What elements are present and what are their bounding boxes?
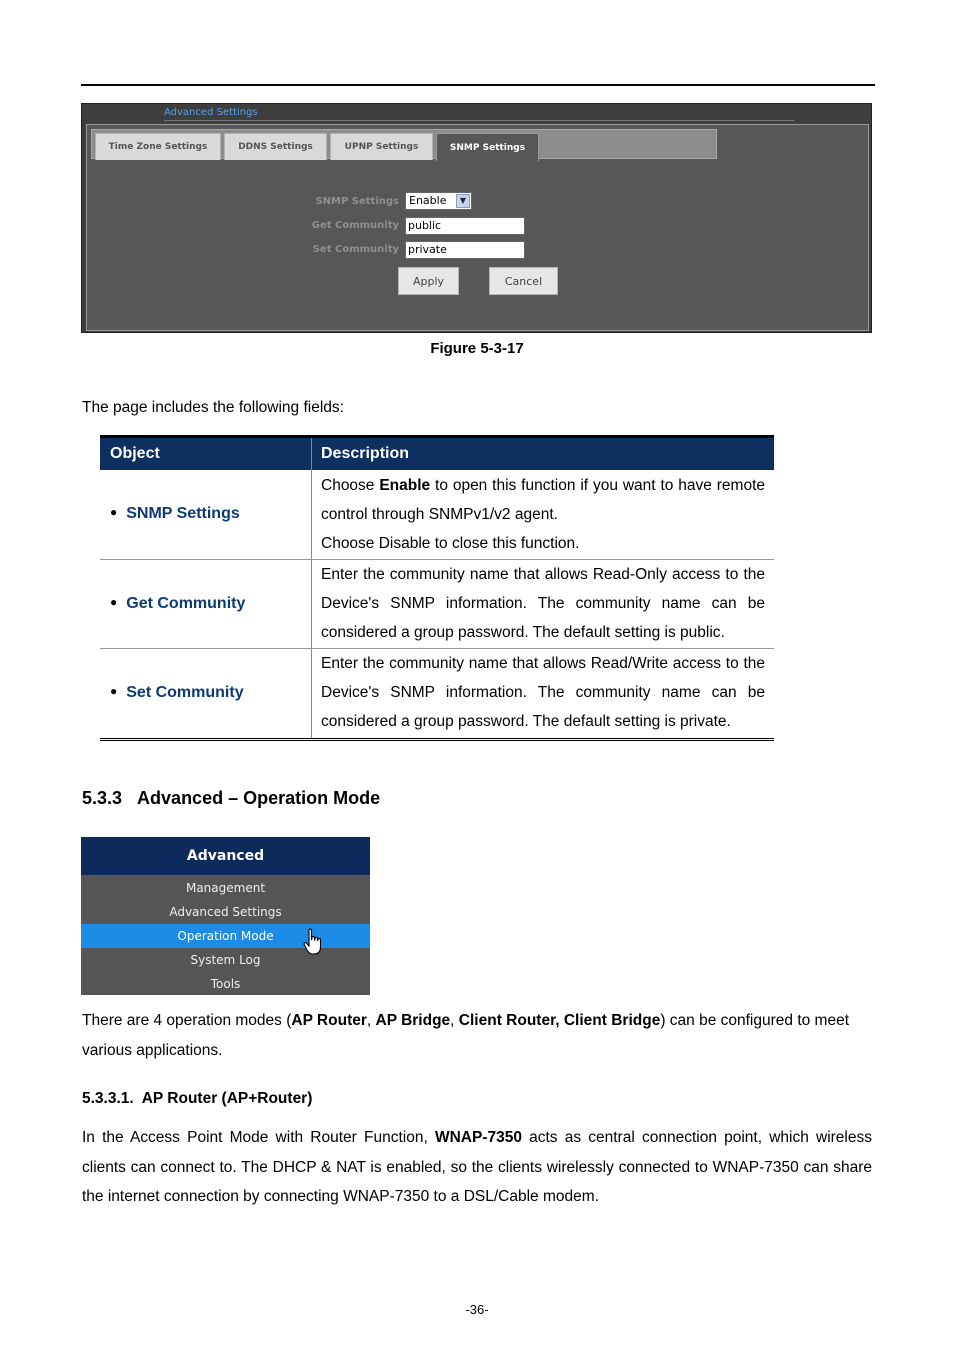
bullet-icon: ● xyxy=(110,684,118,698)
menu-item-management[interactable]: Management xyxy=(185,881,266,895)
tab-ddns-settings[interactable]: DDNS Settings xyxy=(224,133,327,160)
chevron-down-icon[interactable]: ▼ xyxy=(456,194,470,208)
table-row-description-extra: Choose Disable to close this function. xyxy=(321,535,580,552)
panel-title-divider xyxy=(164,120,794,121)
header-rule xyxy=(81,84,875,86)
mode-client: Client Router, Client Bridge xyxy=(458,1012,661,1029)
settings-panel xyxy=(86,124,869,331)
tab-time-zone-settings[interactable]: Time Zone Settings xyxy=(95,133,221,160)
menu-header: Advanced xyxy=(81,837,370,875)
page-number: -36- xyxy=(465,1302,489,1317)
hand-cursor-icon xyxy=(303,928,325,956)
snmp-settings-value: Enable xyxy=(409,194,447,207)
table-row-object-snmp-settings xyxy=(110,505,240,523)
desc-text: to open this function if you want to have remote control through SNMPv1/v2 agent. xyxy=(321,477,766,523)
text-run: There are 4 operation modes ( xyxy=(82,1012,292,1029)
menu-item-system-log[interactable]: System Log xyxy=(190,953,261,967)
cancel-button[interactable]: Cancel xyxy=(489,267,558,295)
figure-caption: Figure 5-3-17 xyxy=(430,340,524,357)
table-row-description: Enter the community name that allows Read-Only access to the Device's SNMP information. The community name can be considered a group password. The default setting is public. xyxy=(321,566,765,641)
set-community-label: Set Community xyxy=(312,244,399,255)
operation-modes-text xyxy=(82,1006,872,1065)
snmp-settings-select[interactable] xyxy=(405,192,472,210)
object-label: Get Community xyxy=(126,595,246,612)
tab-upnp-settings[interactable]: UPNP Settings xyxy=(330,133,433,160)
table-row-description xyxy=(321,471,765,529)
get-community-input[interactable]: public xyxy=(405,217,525,235)
section-heading xyxy=(82,788,380,809)
table-header xyxy=(100,438,774,470)
panel-title[interactable]: Advanced Settings xyxy=(164,107,258,118)
snmp-settings-screenshot xyxy=(81,103,872,333)
text-run: , xyxy=(366,1012,376,1029)
table-column-divider xyxy=(311,438,312,739)
tab-snmp-settings[interactable]: SNMP Settings xyxy=(436,133,539,161)
menu-item-tools[interactable]: Tools xyxy=(210,977,241,991)
menu-item-advanced-settings[interactable]: Advanced Settings xyxy=(169,905,282,919)
table-row-object-get-community xyxy=(110,595,245,613)
bullet-icon: ● xyxy=(110,595,118,609)
text-run: ) can be configured to meet various applications. xyxy=(82,1012,850,1059)
get-community-label: Get Community xyxy=(311,220,399,231)
subsection-number: 5.3.3.1. xyxy=(82,1090,134,1107)
table-bottom-rule xyxy=(100,738,774,741)
ap-router-text xyxy=(82,1123,872,1212)
section-title: Advanced – Operation Mode xyxy=(137,788,381,808)
advanced-menu xyxy=(81,837,370,995)
tab-bar xyxy=(91,129,717,159)
object-label: SNMP Settings xyxy=(126,505,240,522)
column-header-description: Description xyxy=(321,445,410,462)
desc-bold: Enable xyxy=(379,477,431,494)
apply-button[interactable]: Apply xyxy=(398,267,459,295)
set-community-input[interactable]: private xyxy=(405,241,525,259)
text-run: In the Access Point Mode with Router Function, xyxy=(82,1129,435,1146)
subsection-heading xyxy=(82,1090,312,1108)
snmp-settings-label: SNMP Settings xyxy=(315,196,399,207)
subsection-title: AP Router (AP+Router) xyxy=(141,1090,313,1107)
mode-ap-router: AP Router xyxy=(291,1012,367,1029)
section-number: 5.3.3 xyxy=(82,788,123,808)
table-row-description: Enter the community name that allows Read/Write access to the Device's SNMP information. The community name can be considered a group password. The default setting is private. xyxy=(321,655,765,730)
product-name: WNAP-7350 xyxy=(434,1129,522,1146)
text-run: , xyxy=(450,1012,459,1029)
object-label: Set Community xyxy=(126,684,244,701)
mode-ap-bridge: AP Bridge xyxy=(375,1012,451,1029)
column-header-object: Object xyxy=(110,445,160,462)
desc-text: Choose xyxy=(321,477,380,494)
intro-text: The page includes the following fields: xyxy=(82,399,344,416)
table-row-object-set-community xyxy=(110,684,244,702)
bullet-icon: ● xyxy=(110,505,118,519)
menu-item-operation-mode[interactable]: Operation Mode xyxy=(81,924,370,948)
text-run: acts as central connection point, which wireless clients can connect to. The DHCP & NAT is enabled, so the clients wirelessly connected to WNAP-7350 can share the internet connection by connecting WNAP-7350 to a DSL/Cable modem. xyxy=(82,1129,872,1205)
